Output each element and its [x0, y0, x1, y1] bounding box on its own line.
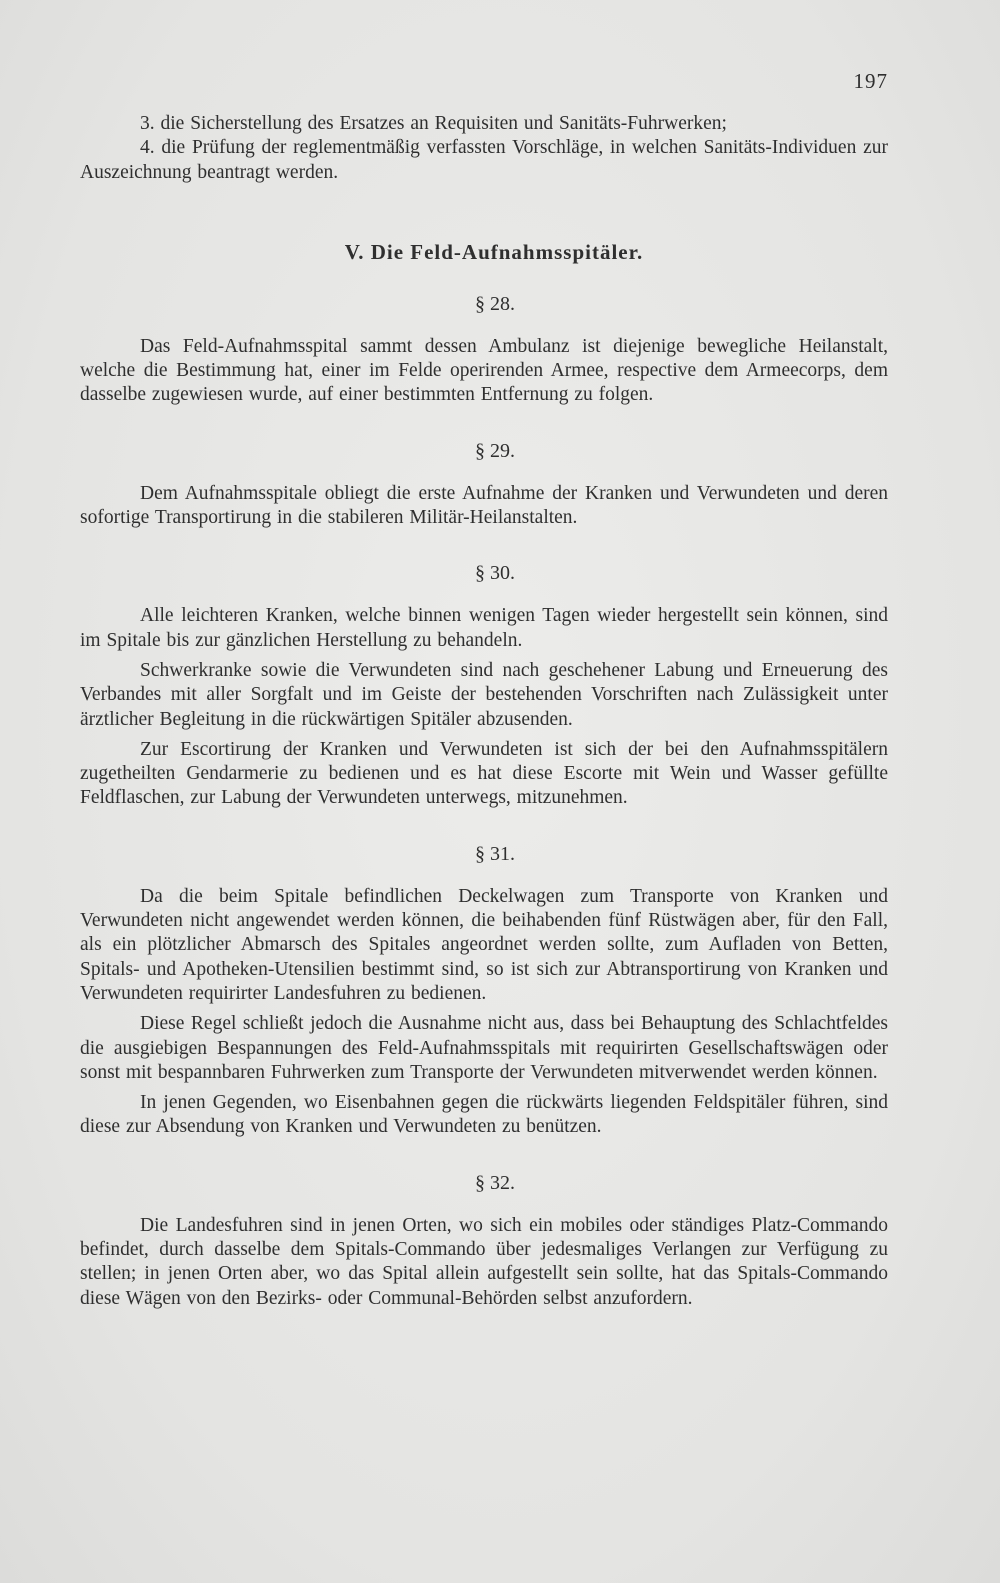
paragraph-text: Zur Escortirung der Kranken und Verwundeten ist sich der bei den Aufnahmsspitälern zugetheilten Gendarmerie zu bedienen und es hat diese Escorte mit Wein und Wasser gefüllte Feldflaschen, zur Labung der Verwundeten unterwegs, mitzunehmen. — [80, 738, 888, 809]
paragraph-mark: § 30. — [475, 562, 515, 585]
list-item: 4. die Prüfung der reglementmäßig verfassten Vorschläge, in welchen Sanitäts-Individuen zur Auszeichnung beantragt werden. — [80, 137, 888, 183]
paragraph-mark: § 28. — [475, 292, 515, 315]
list-item: 3. die Sicherstellung des Ersatzes an Requisiten und Sanitäts-Fuhrwerken; — [140, 113, 727, 134]
paragraph-mark: § 32. — [475, 1171, 515, 1194]
paragraph-text: Schwerkranke sowie die Verwundeten sind nach geschehener Labung und Erneuerung des Verbandes mit aller Sorgfalt und im Geiste der bestehenden Vorschriften nach Zulässigkeit unter ärztlicher Begleitung in die rückwärtigen Spitäler abzusenden. — [80, 659, 888, 730]
paragraph-text: Das Feld-Aufnahmsspital sammt dessen Ambulanz ist diejenige bewegliche Heilanstalt, welche die Bestimmung hat, einer im Felde operirenden Armee, respective dem Armeecorps, dem dasselbe zugewiesen wurde, auf einer bestimmten Entfernung zu folgen. — [80, 335, 888, 406]
page-number: 197 — [853, 69, 888, 93]
paragraph-mark: § 31. — [475, 842, 515, 865]
paragraph-mark: § 29. — [475, 439, 515, 462]
paragraph-text: Die Landesfuhren sind in jenen Orten, wo sich ein mobiles oder ständiges Platz-Commando befindet, durch dasselbe dem Spitals-Commando über jedesmaliges Verlangen zur Verfügung zu stellen; in jenen Orten aber, wo das Spital allein aufgestellt sein sollte, hat das Spitals-Commando diese Wägen von den Bezirks- oder Communal-Behörden selbst anzufordern. — [80, 1214, 888, 1309]
paragraph-text: Alle leichteren Kranken, welche binnen wenigen Tagen wieder hergestellt sein können, sind im Spitale bis zur gänzlichen Herstellung zu behandeln. — [80, 605, 888, 651]
section-title: V. Die Feld-Aufnahmsspitäler. — [344, 239, 644, 264]
paragraph-text: Diese Regel schließt jedoch die Ausnahme nicht aus, dass bei Behauptung des Schlachtfeldes die ausgiebigen Bespannungen des Feld-Aufnahmsspitals mit requirirten Gesellschaftswägen oder sonst mit bespannbaren Fuhrwerken zum Transporte der Verwundeten mitverwendet werden können. — [80, 1013, 888, 1083]
paragraph-text: In jenen Gegenden, wo Eisenbahnen gegen die rückwärts liegenden Feldspitäler führen, sind diese zur Absendung von Kranken und Verwundeten zu benützen. — [80, 1092, 888, 1138]
paragraph-text: Da die beim Spitale befindlichen Deckelwagen zum Transporte von Kranken und Verwundeten nicht angewendet werden können, die beihabenden fünf Rüstwägen aber, für den Fall, als ein plötzlicher Abmarsch des Spitales angeordnet werden sollte, zum Aufladen von Betten, Spitals- und Apotheken-Utensilien bestimmt sind, so ist sich zur Abtransportirung von Kranken und Verwundeten requirirter Landesfuhren zu bedienen. — [80, 885, 888, 1004]
page-content — [80, 66, 888, 1311]
paragraph-text: Dem Aufnahmsspitale obliegt die erste Aufnahme der Kranken und Verwundeten und deren sofortige Transportirung in die stabileren Militär-Heilanstalten. — [80, 482, 888, 529]
